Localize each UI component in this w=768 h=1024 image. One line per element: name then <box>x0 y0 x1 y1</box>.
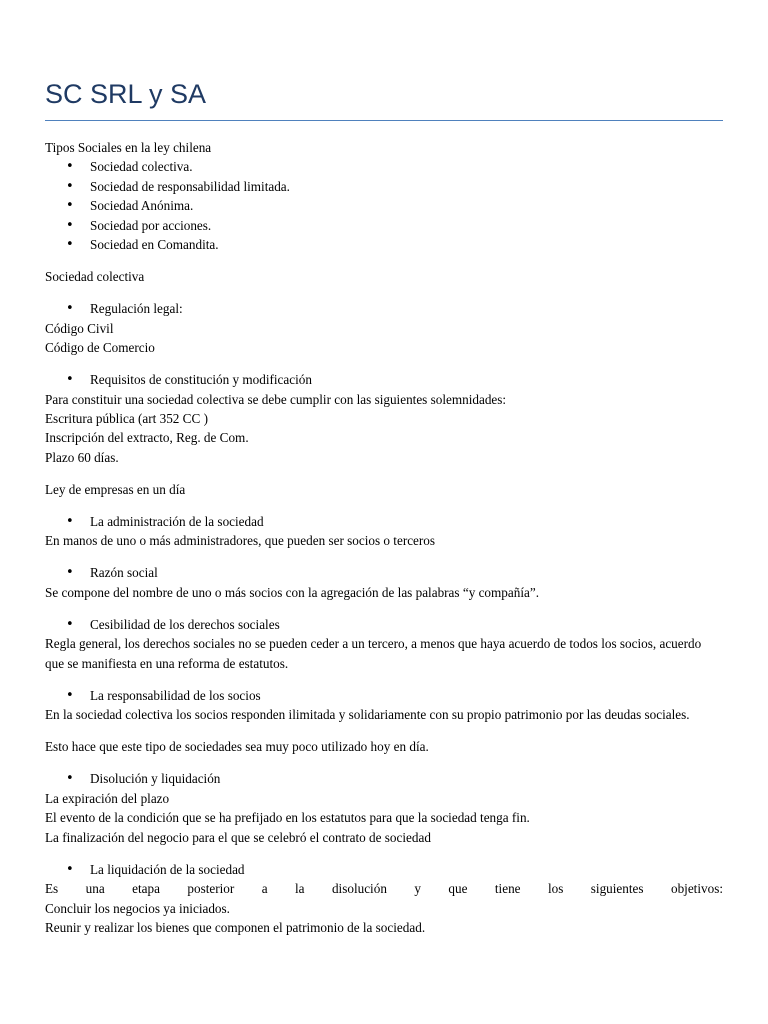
nota-text: Esto hace que este tipo de sociedades sea muy poco utilizado hoy en día. <box>45 739 429 755</box>
list-item: • Cesibilidad de los derechos sociales <box>45 615 723 634</box>
cesibilidad-bullet <box>45 615 723 634</box>
requisitos-bullet <box>45 370 723 389</box>
title-divider <box>45 120 723 121</box>
intro-heading: Tipos Sociales en la ley chilena <box>45 140 212 155</box>
regulacion-bullet <box>45 299 723 318</box>
liquidacion-bullet <box>45 860 723 879</box>
administracion-bullet <box>45 512 723 531</box>
list-item: • Sociedad colectiva. <box>45 157 723 176</box>
requisitos-line: Plazo 60 días. <box>45 449 119 465</box>
list-item: • Regulación legal: <box>45 299 723 318</box>
list-item: • Disolución y liquidación <box>45 769 723 788</box>
disolucion-line: La expiración del plazo <box>45 790 170 806</box>
disolucion-bullet <box>45 769 723 788</box>
list-item: • Sociedad en Comandita. <box>45 235 723 254</box>
list-item: • Sociedad de responsabilidad limitada. <box>45 177 723 196</box>
requisitos-line: Para constituir una sociedad colectiva se debe cumplir con las siguientes solemnidades: <box>45 391 507 407</box>
document-body <box>45 138 723 937</box>
regulacion-line: Código Civil <box>45 320 114 336</box>
responsabilidad-text: En la sociedad colectiva los socios responden ilimitada y solidariamente con su propio patrimonio por las deudas sociales. <box>45 707 690 723</box>
page-title: SC SRL y SA <box>45 79 207 109</box>
list-item: • La administración de la sociedad <box>45 512 723 531</box>
liquidacion-line: Concluir los negocios ya iniciados. <box>45 900 230 916</box>
list-item: • Sociedad por acciones. <box>45 216 723 235</box>
ley-empresas: Ley de empresas en un día <box>45 481 186 497</box>
liquidacion-line: Reunir y realizar los bienes que componen el patrimonio de la sociedad. <box>45 919 426 935</box>
disolucion-line: El evento de la condición que se ha prefijado en los estatutos para que la sociedad tenga fin. <box>45 810 530 826</box>
regulacion-line: Código de Comercio <box>45 340 155 356</box>
razon-social-bullet <box>45 563 723 582</box>
responsabilidad-bullet <box>45 686 723 705</box>
types-list <box>45 157 723 254</box>
liquidacion-justified-line: Es una etapa posterior a la disolución y que tiene los siguientes objetivos: <box>45 881 723 897</box>
list-item: • La responsabilidad de los socios <box>45 686 723 705</box>
requisitos-line: Escritura pública (art 352 CC ) <box>45 410 208 426</box>
cesibilidad-text: Regla general, los derechos sociales no se pueden ceder a un tercero, a menos que haya acuerdo de todos los socios, acuerdo que se manifiesta en una reforma de estatutos. <box>45 636 702 671</box>
list-item: • La liquidación de la sociedad <box>45 860 723 879</box>
section-title: Sociedad colectiva <box>45 269 145 285</box>
administracion-line: En manos de uno o más administradores, que pueden ser socios o terceros <box>45 533 436 549</box>
razon-social-line: Se compone del nombre de uno o más socios con la agregación de las palabras “y compañía”. <box>45 584 539 600</box>
list-item: • Sociedad Anónima. <box>45 196 723 215</box>
list-item: • Razón social <box>45 563 723 582</box>
disolucion-line: La finalización del negocio para el que se celebró el contrato de sociedad <box>45 829 431 845</box>
requisitos-line: Inscripción del extracto, Reg. de Com. <box>45 430 249 446</box>
list-item: • Requisitos de constitución y modificación <box>45 370 723 389</box>
